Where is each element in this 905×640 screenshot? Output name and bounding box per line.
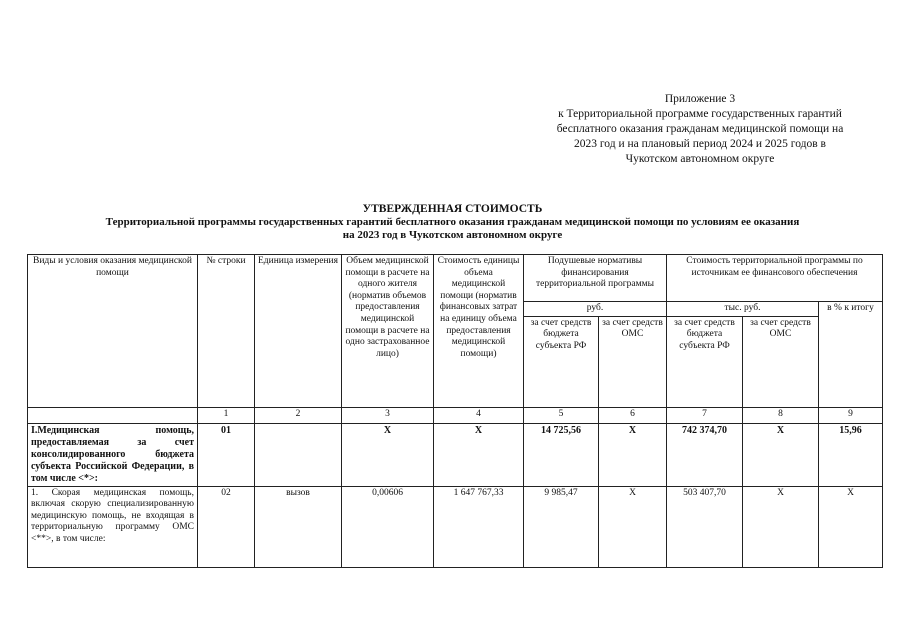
header-line-number: № строки	[198, 255, 255, 408]
header-budget: за счет средств бюджета субъекта РФ	[667, 316, 743, 407]
title-subtitle: Территориальной программы государственных гарантий бесплатного оказания гражданам медицинской помощи по условиям ее оказания	[105, 216, 800, 228]
title-subtitle: на 2023 год в Чукотском автономном округе	[342, 229, 563, 241]
appendix-line: Чукотском автономном округе	[625, 153, 775, 165]
row-per-capita-budget: 9 985,47	[524, 486, 599, 567]
column-number-row	[28, 407, 883, 423]
row-name: I.Медицинская помощь, предоставляемая за счет консолидированного бюджета субъекта Российской Федерации, в том числе <*>:	[28, 423, 198, 486]
row-unit	[255, 423, 342, 486]
row-per-capita-budget: 14 725,56	[524, 423, 599, 486]
column-number: 2	[255, 407, 342, 423]
header-volume: Объем медицинской помощи в расчете на одного жителя (норматив объемов предоставления медицинской помощи в расчете на одно застрахованное лицо)	[342, 255, 434, 408]
appendix-line: бесплатного оказания гражданам медицинской помощи на	[556, 123, 844, 135]
header-thousand-rub: тыс. руб.	[667, 302, 819, 317]
header-per-capita: Подушевые нормативы финансирования территориальной программы	[524, 255, 667, 302]
row-line: 01	[198, 423, 255, 486]
row-unit: вызов	[255, 486, 342, 567]
table-row	[28, 423, 883, 486]
header-oms: за счет средств ОМС	[599, 316, 667, 407]
table-row	[28, 486, 883, 567]
column-number: 8	[743, 407, 819, 423]
header-unit-cost: Стоимость единицы объема медицинской помощи (норматив финансовых затрат на единицу объема предоставления медицинской помощи)	[434, 255, 524, 408]
column-number: 6	[599, 407, 667, 423]
row-cost-oms: X	[743, 486, 819, 567]
header-type: Виды и условия оказания медицинской помощи	[28, 255, 198, 408]
appendix-line: к Территориальной программе государственных гарантий	[558, 108, 842, 120]
header-oms: за счет средств ОМС	[743, 316, 819, 407]
column-number: 1	[198, 407, 255, 423]
appendix-line: 2023 год и на плановый период 2024 и 2025 годов в	[574, 138, 826, 150]
row-volume: X	[342, 423, 434, 486]
row-cost-oms: X	[743, 423, 819, 486]
row-cost-budget: 503 407,70	[667, 486, 743, 567]
column-number: 7	[667, 407, 743, 423]
row-unit-cost: 1 647 767,33	[434, 486, 524, 567]
title-main: УТВЕРЖДЕННАЯ СТОИМОСТЬ	[362, 203, 543, 215]
column-number: 5	[524, 407, 599, 423]
header-percent: в % к итогу	[819, 302, 883, 408]
column-number: 3	[342, 407, 434, 423]
row-per-capita-oms: X	[599, 486, 667, 567]
header-rub: руб.	[524, 302, 667, 317]
column-number: 9	[819, 407, 883, 423]
row-cost-budget: 742 374,70	[667, 423, 743, 486]
document-title	[40, 203, 865, 242]
row-percent: 15,96	[819, 423, 883, 486]
cost-table	[27, 254, 883, 568]
row-unit-cost: X	[434, 423, 524, 486]
appendix-number: Приложение 3	[664, 93, 736, 105]
row-volume: 0,00606	[342, 486, 434, 567]
row-name: 1. Скорая медицинская помощь, включая скорую специализированную медицинскую помощь, не входящая в территориальную программу ОМС <**>, в том числе:	[28, 486, 198, 567]
column-number	[28, 407, 198, 423]
column-number: 4	[434, 407, 524, 423]
row-percent: X	[819, 486, 883, 567]
header-program-cost: Стоимость территориальной программы по источникам ее финансового обеспечения	[667, 255, 883, 302]
header-budget: за счет средств бюджета субъекта РФ	[524, 316, 599, 407]
header-unit: Единица измерения	[255, 255, 342, 408]
header-row	[28, 255, 883, 302]
appendix-header	[530, 92, 870, 167]
row-per-capita-oms: X	[599, 423, 667, 486]
row-line: 02	[198, 486, 255, 567]
